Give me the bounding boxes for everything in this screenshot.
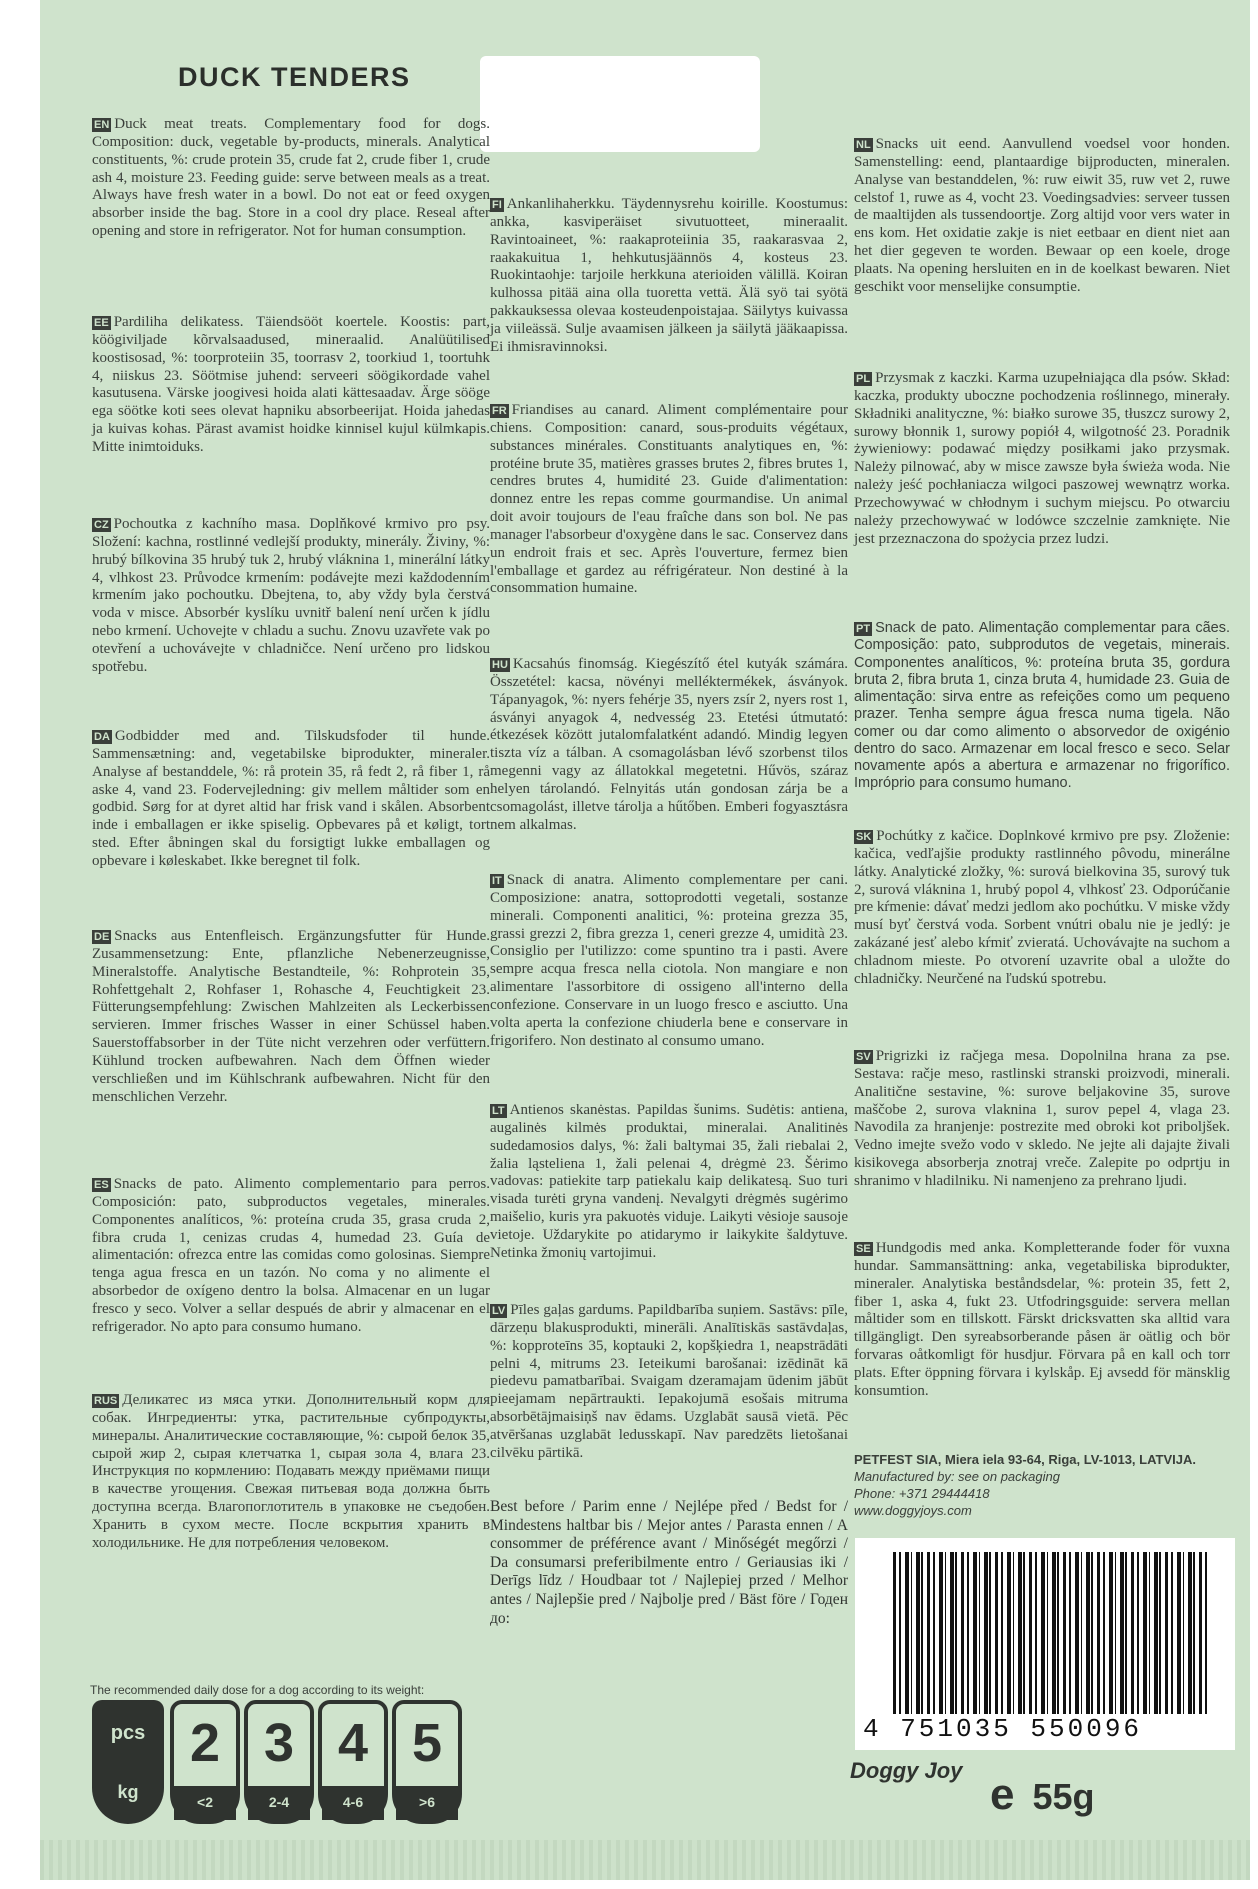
label-de (92, 928, 490, 1106)
net-weight (990, 1770, 1095, 1820)
hang-hole (480, 56, 760, 152)
lang-code: DA (94, 731, 110, 743)
label-text: Pochútky z kačice. Doplnkové krmivo pre psy. Zloženie: kačica, vedľajšie produkty rastlinného pôvodu, minerálne látky. Analytické zložky, %: surová bielkovina 35, surový tuk 2, surová vláknina 1, hrubý popol 4, vlhkosť 23. Odporúčanie pre kŕmenie: dávať medzi jedlom ako pochútku. V miske vždy musí byť čerstvá voda. Sorbent vnútri obalu nie je jedlý: je zakázané jesť alebo kŕmiť zvieratá. Uchovávajte na suchom a chladnom mieste. Po otvorení uzavrite obal a uložte do chladničky. Neurčené na ľudskú spotrebu. (854, 828, 1230, 987)
label-ee (92, 314, 490, 457)
label-sv (854, 1048, 1230, 1191)
dose-kg: >6 (396, 1786, 458, 1820)
label-text: Деликатес из мяса утки. Дополнительный корм для собак. Ингредиенты: утка, растительные субпродукты, минералы. Аналитические составляющие, %: сырой белок 35, сырой жир 2, сырая клетчатка 1, сырая зола 4, влага 23. Инструкция по кормлению: Подавать между приёмами пищи в качестве угощения. Свежая питьевая вода должна быть доступна всегда. Влагопоглотитель в упаковке не съедобен. Хранить в сухом месте. После вскрытия хранить в холодильнике. Не для потребления человеком. (92, 1392, 490, 1551)
label-text: Friandises au canard. Aliment complémentaire pour chiens. Composition: canard, sous-produits végétaux, substances minérales. Constituants analytiques en, %: protéine brute 35, matières grasses brutes 2, fibres brutes 1, cendres brutes 4, humidité 23. Guide d'alimentation: donnez entre les repas comme gourmandise. Un animal doit avoir toujours de l'eau fraîche dans son bol. Ne pas manager l'absorbeur d'oxygène dans le sac. Conservez dans un endroit frais et sec. Après l'ouverture, fermez bien l'emballage et gardez au réfrigérateur. Non destiné à la consommation humaine. (490, 402, 848, 597)
lang-code: IT (492, 875, 502, 887)
dose-pcs: 3 (263, 1713, 295, 1773)
label-text: Pochoutka z kachního masa. Doplňkové krmivo pro psy. Složení: kachna, rostlinné vedlejší produkty, minerály. Živiny, %: hrubý bílkovina 35 hrubý tuk 2, hrubý vláknina 1, minerální látky 4, vlhkost 23. Průvodce krmením: podávejte mezi každodenním krmením jako pochoutku. Dbejtena, to, aby vždy byla čerstvá voda v misce. Absorbér kyslíku uvnitř balení není určen k jídlu nebo krmení. Uchovejte v chladu a suchu. Znovu uzavřete vak po otevření a uchovávejte v chladničce. Není určeno pro lidskou spotřebu. (92, 516, 490, 675)
label-text: Snack de pato. Alimentação complementar para cães. Composição: pato, subprodutos de vegetais, minerais. Componentes analíticos, %: proteína bruta 35, gordura bruta 2, fibra bruta 1, cinza bruta 4, humidade 23. Guia de alimentação: sirva entre as refeições como um pequeno prazer. Tenha sempre água fresca numa tigela. Não comer ou dar como alimento o absorvedor de oxigénio dentro do saco. Armazenar em local fresco e seco. Selar novamente após a abertura e armazenar no frigorífico. Impróprio para consumo humano. (854, 620, 1230, 792)
label-text: Kacsahús finomság. Kiegészítő étel kutyák számára. Összetétel: kacsa, növényi melléktermékek, ásványok. Tápanyagok, %: nyers fehérje 35, nyers zsír 2, nyers rost 1, ásványi anyagok 4, nedvesség 23. Etetési útmutató: étkezések között jutalomfalatként adandó. Mindig legyen tiszta víz a tálban. A csomagolásban lévő szorbenst tilos megenni vagy az állatokkal megetetni. Hűvös, száraz helyen tárolandó. Felnyitás után gondosan zárja be a csomagolást, illetve tárolja a hűtőben. Emberi fogyasztásra nem alkalmas. (490, 656, 848, 833)
lang-code: CZ (94, 519, 109, 531)
website: www.doggyjoys.com (854, 1502, 972, 1518)
label-text: Snacks aus Entenfleisch. Ergänzungsfutter für Hunde. Zusammensetzung: Ente, pflanzliche Nebenerzeugnisse, Mineralstoffe. Analytische Bestandteile, %: Rohprotein 35, Rohfettgehalt 2, Rohfaser 1, Rohasche 4, Feuchtigkeit 23. Fütterungsempfehlung: Zwischen Mahlzeiten als Leckerbissen servieren. Immer frisches Wasser in einer Schüssel haben. Sauerstoffabsorber in der Tüte nicht verzehren oder verfüttern. Kühlund trocken aufbewahren. Nach dem Öffnen wieder verschließen und im Kühlschrank aufbewahren. Nicht für den menschlichen Verzehr. (92, 928, 490, 1105)
label-da (92, 728, 490, 871)
dose-cell (244, 1700, 314, 1824)
label-nl (854, 136, 1230, 297)
phone: Phone: +371 29444418 (854, 1485, 990, 1501)
lang-code: FR (492, 405, 507, 417)
manufactured-by: Manufactured by: see on packaging (854, 1468, 1060, 1484)
lang-code: RUS (94, 1395, 118, 1407)
dose-cell (318, 1700, 388, 1824)
dose-unit-label (92, 1700, 164, 1824)
barcode-digits: 4 751035 550096 (863, 1714, 1143, 1744)
dose-kg: 2-4 (248, 1786, 310, 1820)
label-text: Przysmak z kaczki. Karma uzupełniająca dla psów. Skład: kaczka, produkty uboczne pochodzenia roślinnego, minerały. Składniki analityczne, %: białko surowe 35, tłuszcz surowy 2, surowy błonnik 1, surowy popiół 4, wilgotność 23. Poradnik żywieniowy: podawać między posiłkami jako przysmak. Należy pilnować, aby w misce zawsze była świeża woda. Nie należy jeść pochłaniacza wilgoci paszowej wewnątrz worka. Przechowywać w chłodnym i suchym miejscu. Po otwarciu należy przechowywać w lodówce szczelnie zamknięte. Nie jest przeznaczona do spożycia przez ludzi. (854, 370, 1230, 547)
lang-code: ES (94, 1179, 109, 1191)
label-text: Snacks uit eend. Aanvullend voedsel voor honden. Samenstelling: eend, plantaardige bijproducten, mineralen. Analyse van bestanddelen, %: ruw eiwit 35, ruw vet 2, ruwe celstof 1, ruwe as 4, vocht 23. Voedingsadvies: serveer tussen de maaltijden als tussendoortje. Zorg altijd voor vers water in ens kom. Het oxidatie zakje is niet eetbaar en dient niet aan het dier gegeven te worden. Bewaar op een koele, droge plaats. Na opening hersluiten en in de koelkast bewaren. Niet geschikt voor menselijke consumptie. (854, 136, 1230, 295)
brand-logo: Doggy Joy (850, 1758, 963, 1783)
label-text: Duck meat treats. Complementary food for dogs. Composition: duck, vegetable by-products, minerals. Analytical constituents, %: crude protein 35, crude fat 2, crude fiber 1, crude ash 4, moisture 23. Feeding guide: serve between meals as a treat. Always have fresh water in a bowl. Do not eat or feed oxygen absorber inside the bag. Store in a cool dry place. Reseal after opening and store in refrigerator. Not for human consumption. (92, 116, 490, 240)
label-hu (490, 656, 848, 834)
dose-kg: 4-6 (322, 1786, 384, 1820)
best-before: Best before / Parim enne / Nejlépe před / Bedst for / Mindestens haltbar bis / Mejor antes / Parasta ennen / A consommer de préférence avant / Minőségét megőrzi / Da consumarsi preferibilmente entro / Geriausias iki / Derīgs līdz / Houdbaar tot / Najlepiej przed / Melhor antes / Najlepšie pred / Najbolje pred / Bäst före / Годен до: (490, 1498, 848, 1627)
label-rus (92, 1392, 490, 1553)
label-it (490, 872, 848, 1050)
lang-code: DE (94, 931, 110, 943)
label-text: Pardiliha delikatess. Täiendsööt koertele. Koostis: part, köögiviljade kõrvalsaadused, mineraalid. Analüütilised koostisosad, %: toorproteiin 35, toorrasv 2, toorkiud 1, toortuhk 4, niiskus 23. Söötmise juhend: serveeri söögikordade vahel kasutusena. Värske joogivesi hoida alati kättesaadav. Ärge sööge ega söötke koti sees olevat hapniku absorbeerijat. Hoida jahedas ja kuivas kohas. Pärast avamist hoidke kinnisel kujul külmkapis. Mitte inimtoiduks. (92, 314, 490, 455)
label-se (854, 1240, 1230, 1401)
unit-pcs: pcs (110, 1722, 146, 1744)
label-pl (854, 370, 1230, 548)
lang-code: PT (856, 623, 871, 635)
label-text: Pīles gaļas gardums. Papildbarība suņiem. Sastāvs: pīle, dārzeņu blakusprodukti, minerāli. Analītiskās sastāvdaļas, %: kopproteīns 35, koptauki 2, kopšķiedra 1, neapstrādāti pelni 4, mitrums 23. Ieteikumi barošanai: izēdināt kā piedevu pamatbarībai. Svaigam dzeramajam ūdenim jābūt pieejamam nepārtraukti. Iepakojumā esošais mitruma absorbētājmaisiņš nav ēdams. Uzglabāt sausā vietā. Pēc atvēršanas uzglabāt ledusskapī. Nav paredzēts lietošanai cilvēku pārtikā. (490, 1302, 848, 1461)
dose-kg: <2 (174, 1786, 236, 1820)
product-title: DUCK TENDERS (178, 62, 411, 92)
lang-code: EE (94, 317, 109, 329)
dose-pcs: 2 (189, 1713, 221, 1773)
estimated-sign: e (990, 1770, 1015, 1819)
lang-code: NL (856, 139, 871, 151)
label-sk (854, 828, 1230, 989)
label-fi (490, 196, 848, 357)
label-en (92, 116, 490, 241)
lang-code: SE (856, 1243, 871, 1255)
lang-code: SK (856, 831, 872, 843)
lang-code: SV (856, 1051, 871, 1063)
label-text: Snack di anatra. Alimento complementare per cani. Composizione: anatra, sottoprodotti vegetali, sostanze minerali. Componenti analitici, %: proteina grezza 35, grassi grezzi 2, fibra grezza 1, ceneri grezze 4, umidità 23. Consiglio per l'utilizzo: come spuntino tra i pasti. Avere sempre acqua fresca nella ciotola. Non mangiare e non alimentare l'assorbitore di ossigeno all'interno della confezione. Conservare in un luogo fresco e asciutto. Una volta aperta la confezione chiuderla bene e conservare in frigorifero. Non destinato al consumo umano. (490, 872, 848, 1049)
lang-code: EN (94, 119, 110, 131)
label-text: Snacks de pato. Alimento complementario para perros. Composición: pato, subproductos vegetales, minerales. Componentes analíticos, %: proteína cruda 35, grasa cruda 2, fibra cruda 1, cenizas crudas 4, humedad 23. Guía de alimentación: ofrezca entre las comidas como golosinas. Siempre tenga agua fresca en un tazón. No coma y no alimente el absorbedor de oxígeno dentro la bolsa. Almacenar en un lugar fresco y seco. Volver a sellar después de abrir y almacenar en el refrigerador. No apto para consumo humano. (92, 1176, 490, 1335)
lang-code: PL (856, 373, 871, 385)
unit-kg: kg (117, 1782, 139, 1802)
label-text: Antienos skanėstas. Papildas šunims. Sudėtis: antiena, augalinės kilmės produktai, mineralai. Analitinės sudedamosios dalys, %: žali baltymai 35, žali riebalai 2, žalia ląsteliena 1, žali pelenai 4, drėgmė 23. Šėrimo vadovas: patiekite tarp patiekalu kaip delikatesą. Suo turi visada turėti gryna vandenį. Nevalgyti drėgmės sugėrimo maišelio, kuris yra pakuotės viduje. Laikyti vėsioje sausoje vietoje. Uždarykite po atidarymo ir laikykite šaldytuve. Netinka žmonių vartojimui. (490, 1102, 848, 1261)
dosage-table (92, 1700, 472, 1824)
dose-cell (392, 1700, 462, 1824)
label-text: Hundgodis med anka. Kompletterande foder för vuxna hundar. Sammansättning: anka, vegetabiliska biprodukter, mineraler. Analytiska beståndsdelar, %: protein 35, fett 2, fiber 1, aska 4, fukt 23. Utfodringsguide: servera mellan måltider som en tillskott. Färskt dricksvatten ska alltid vara tillgängligt. Den syreabsorberande påsen är oätlig och bör forvaras oåtkomligt för husdjur. Förvara på en kall och torr plats. Efter öppning förvara i kylskåp. Ej avsedd för mänsklig konsumtion. (854, 1240, 1230, 1399)
barcode (855, 1538, 1235, 1750)
lang-code: HU (492, 659, 508, 671)
label-cz (92, 516, 490, 677)
label-lt (490, 1102, 848, 1263)
dose-caption: The recommended daily dose for a dog according to its weight: (90, 1683, 425, 1697)
label-text: Ankanlihaherkku. Täydennysrehu koirille. Koostumus: ankka, kasviperäiset sivutuotteet, mineraalit. Ravintoaineet, %: raakaproteiinia 35, raakarasvaa 2, raakakuitua 1, hehkutusjäännös 4, kosteus 23. Ruokintaohje: tarjoile herkkuna aterioiden välillä. Koiran kulhossa pitää aina olla tuoretta vettä. Älä syö tai syötä pakkauksessa olevaa kosteudenpoistajaa. Säilytys kuivassa ja viileässä. Sulje avaamisen jälkeen ja säilytä jääkaapissa. Ei ihmisravinnoksi. (490, 196, 848, 355)
label-lv (490, 1302, 848, 1463)
dose-pcs: 4 (337, 1713, 369, 1773)
weight-value: 55g (1032, 1776, 1095, 1817)
company-address: PETFEST SIA, Miera iela 93-64, Riga, LV-1013, LATVIJA. (854, 1452, 1196, 1467)
package-back (40, 0, 1250, 1880)
manufacturer-info (854, 1452, 1230, 1520)
lang-code: FI (492, 199, 502, 211)
lang-code: LT (492, 1105, 505, 1117)
lang-code: LV (492, 1305, 506, 1317)
barcode-bars (893, 1552, 1209, 1714)
label-text: Prigrizki iz račjega mesa. Dopolnilna hrana za pse. Sestava: račje meso, rastlinski stranski proizvodi, minerali. Analitične sestavine, %: surove beljakovine 35, surove maščobe 2, surova vlaknina 1, surov pepel 4, vlaga 23. Navodila za hranjenje: postrezite med obroki kot priboljšek. Vedno imejte svežo vodo v skledo. Ne jejte ali dajajte živali kisikovega absorberja znotraj vreče. Zalepite po odprtju in shranimo v hladilniku. Ni namenjeno za prehrano ljudi. (854, 1048, 1230, 1189)
label-text: Godbidder med and. Tilskudsfoder til hunde. Sammensætning: and, vegetabilske biprodukter, mineraler. Analyse af bestanddele, %: rå protein 35, rå fedt 2, rå fiber 1, rå aske 4, vand 23. Fodervejledning: giv mellem måltider som en godbid. Sørg for at dyret altid har frisk vand i skålen. Absorbent inde i emballagen er ikke spiselig. Opbevares på et køligt, tort sted. Efter åbningen skal du forsigtigt lukke emballagen og opbevare i køleskabet. Ikke beregnet til folk. (92, 728, 490, 869)
dose-cell (170, 1700, 240, 1824)
label-fr (490, 402, 848, 598)
dose-pcs: 5 (411, 1713, 443, 1773)
label-pt (854, 620, 1230, 793)
label-es (92, 1176, 490, 1337)
